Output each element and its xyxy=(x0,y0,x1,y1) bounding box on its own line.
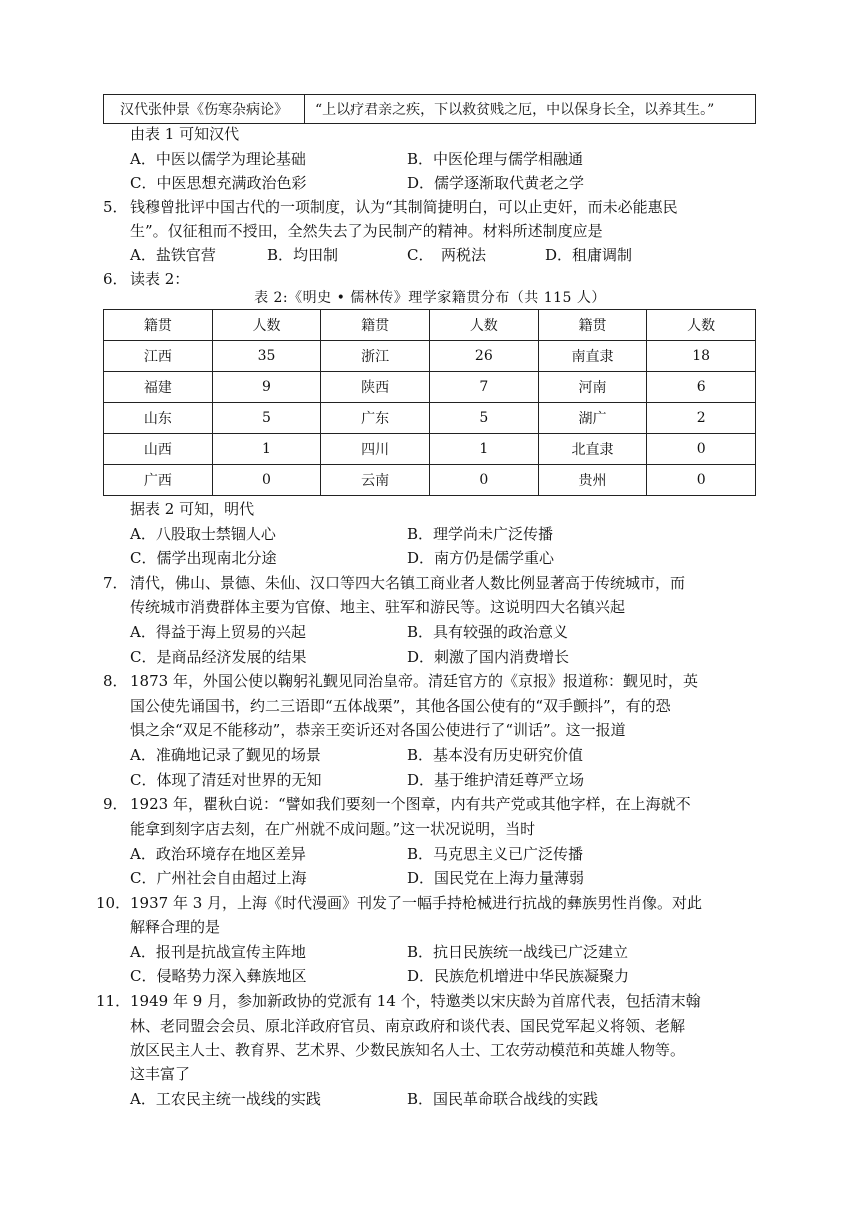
q10-option-d[interactable]: D．民族危机增进中华民族凝聚力 xyxy=(407,967,630,985)
table-cell: 广西 xyxy=(104,465,213,496)
q7-option-a[interactable]: A．得益于海上贸易的兴起 xyxy=(130,623,306,641)
q9-option-a[interactable]: A．政治环境存在地区差异 xyxy=(130,845,306,863)
table-cell: 贵州 xyxy=(538,465,647,496)
q6-option-d[interactable]: D．南方仍是儒学重心 xyxy=(407,549,555,567)
q9-stem-line: 能拿到刻字店去刻，在广州就不成问题。”这一状况说明，当时 xyxy=(130,820,536,838)
table-cell: 河南 xyxy=(538,372,647,403)
table-cell: 山西 xyxy=(104,434,213,465)
q6-stem: 读表 2： xyxy=(130,270,190,288)
q7-number: 7． xyxy=(103,574,128,592)
table-cell: 0 xyxy=(647,465,756,496)
q10-number: 10． xyxy=(96,894,131,912)
table-cell: 四川 xyxy=(321,434,430,465)
q9-stem-line: 1923 年，瞿秋白说：“譬如我们要刻一个图章，内有共产党或其他字样，在上海就不 xyxy=(130,795,691,813)
q9-option-d[interactable]: D．国民党在上海力量薄弱 xyxy=(407,869,585,887)
q4-option-b[interactable]: B．中医伦理与儒学相融通 xyxy=(407,150,584,168)
table-cell: 18 xyxy=(647,341,756,372)
q5-stem-line: 生”。仅征租而不授田，全然失去了为民制产的精神。材料所述制度应是 xyxy=(130,222,603,240)
q11-stem-line: 林、老同盟会会员、原北洋政府官员、南京政府和谈代表、国民党军起义将领、老解 xyxy=(130,1017,686,1035)
q10-stem-line: 1937 年 3 月，上海《时代漫画》刊发了一幅手持枪械进行抗战的彝族男性肖像。对此 xyxy=(130,894,703,912)
q11-stem-line: 1949 年 9 月，参加新政协的党派有 14 个，特邀类以宋庆龄为首席代表，包括清末翰 xyxy=(130,992,701,1010)
q8-stem-line: 国公使先诵国书，约二三语即“五体战栗”，其他各国公使有的“双手颤抖”，有的恐 xyxy=(130,697,671,715)
table-cell: 南直隶 xyxy=(538,341,647,372)
table-1-row xyxy=(103,94,756,124)
q9-option-c[interactable]: C．广州社会自由超过上海 xyxy=(130,869,307,887)
q7-option-d[interactable]: D．刺激了国内消费增长 xyxy=(407,648,570,666)
q5-option-c[interactable]: C． 两税法 xyxy=(407,246,486,264)
table-cell: 0 xyxy=(429,465,538,496)
table-cell: 山东 xyxy=(104,403,213,434)
q5-option-b[interactable]: B．均田制 xyxy=(267,246,339,264)
table-cell: “上以疗君亲之疾，下以救贫贱之厄，中以保身长全，以养其生。” xyxy=(305,95,756,124)
q4-option-d[interactable]: D．儒学逐渐取代黄老之学 xyxy=(407,174,585,192)
table-cell: 5 xyxy=(212,403,321,434)
column-header: 籍贯 xyxy=(538,310,647,341)
table-cell: 北直隶 xyxy=(538,434,647,465)
table-cell: 0 xyxy=(647,434,756,465)
column-header: 人数 xyxy=(429,310,538,341)
table-2-caption: 表 2:《明史 • 儒林传》理学家籍贯分布（共 115 人） xyxy=(254,290,606,306)
table-cell: 浙江 xyxy=(321,341,430,372)
q7-option-b[interactable]: B．具有较强的政治意义 xyxy=(407,623,569,641)
q10-option-c[interactable]: C．侵略势力深入彝族地区 xyxy=(130,967,307,985)
q11-stem-line: 放区民主人士、教育界、艺术界、少数民族知名人士、工农劳动模范和英雄人物等。 xyxy=(130,1041,686,1059)
column-header: 人数 xyxy=(647,310,756,341)
q4-stem-end: 由表 1 可知汉代 xyxy=(130,125,240,143)
table-row xyxy=(104,465,756,496)
table-cell: 35 xyxy=(212,341,321,372)
table-row xyxy=(104,95,756,124)
q6-option-b[interactable]: B．理学尚未广泛传播 xyxy=(407,525,554,543)
table-cell: 1 xyxy=(429,434,538,465)
q6-number: 6． xyxy=(103,270,128,288)
q5-option-a[interactable]: A．盐铁官营 xyxy=(130,246,216,264)
table-row xyxy=(104,403,756,434)
q7-stem-line: 清代，佛山、景德、朱仙、汉口等四大名镇工商业者人数比例显著高于传统城市，而 xyxy=(130,574,686,592)
column-header: 籍贯 xyxy=(104,310,213,341)
column-header: 人数 xyxy=(212,310,321,341)
q4-option-c[interactable]: C．中医思想充满政治色彩 xyxy=(130,174,307,192)
table-2 xyxy=(103,309,756,496)
q11-option-a[interactable]: A．工农民主统一战线的实践 xyxy=(130,1090,321,1108)
table-cell: 2 xyxy=(647,403,756,434)
table-cell: 云南 xyxy=(321,465,430,496)
q8-option-a[interactable]: A．准确地记录了觐见的场景 xyxy=(130,746,321,764)
table-cell: 6 xyxy=(647,372,756,403)
q5-stem-line: 钱穆曾批评中国古代的一项制度，认为“其制简捷明白，可以止吏奸，而未必能惠民 xyxy=(130,198,678,216)
q9-option-b[interactable]: B．马克思主义已广泛传播 xyxy=(407,845,584,863)
table-cell: 7 xyxy=(429,372,538,403)
q10-option-a[interactable]: A．报刊是抗战宣传主阵地 xyxy=(130,943,306,961)
q11-stem-line: 这丰富了 xyxy=(130,1065,191,1083)
q8-option-c[interactable]: C．体现了清廷对世界的无知 xyxy=(130,771,322,789)
table-cell: 0 xyxy=(212,465,321,496)
table-cell: 湖广 xyxy=(538,403,647,434)
table-cell: 福建 xyxy=(104,372,213,403)
q5-number: 5． xyxy=(103,198,128,216)
q6-question: 据表 2 可知，明代 xyxy=(130,500,255,518)
table-row xyxy=(104,372,756,403)
q6-option-a[interactable]: A．八股取士禁锢人心 xyxy=(130,525,276,543)
table-cell: 汉代张仲景《伤寒杂病论》 xyxy=(104,95,305,124)
q8-stem-line: 1873 年，外国公使以鞠躬礼觐见同治皇帝。清廷官方的《京报》报道称：觐见时，英 xyxy=(130,672,698,690)
q7-option-c[interactable]: C．是商品经济发展的结果 xyxy=(130,648,307,666)
table-row xyxy=(104,434,756,465)
table-cell: 江西 xyxy=(104,341,213,372)
q10-option-b[interactable]: B．抗日民族统一战线已广泛建立 xyxy=(407,943,629,961)
column-header: 籍贯 xyxy=(321,310,430,341)
table-cell: 26 xyxy=(429,341,538,372)
table-cell: 9 xyxy=(212,372,321,403)
table-cell: 陕西 xyxy=(321,372,430,403)
q11-number: 11． xyxy=(96,992,131,1010)
table-cell: 1 xyxy=(212,434,321,465)
q8-option-d[interactable]: D．基于维护清廷尊严立场 xyxy=(407,771,585,789)
q8-option-b[interactable]: B．基本没有历史研究价值 xyxy=(407,746,584,764)
table-row xyxy=(104,341,756,372)
q8-stem-line: 惧之余“双足不能移动”，恭亲王奕䜣还对各国公使进行了“训话”。这一报道 xyxy=(130,721,626,739)
q8-number: 8． xyxy=(103,672,128,690)
q6-option-c[interactable]: C．儒学出现南北分途 xyxy=(130,549,277,567)
q5-option-d[interactable]: D．租庸调制 xyxy=(545,246,633,264)
table-header-row xyxy=(104,310,756,341)
q7-stem-line: 传统城市消费群体主要为官僚、地主、驻军和游民等。这说明四大名镇兴起 xyxy=(130,598,626,616)
q9-number: 9． xyxy=(103,795,128,813)
table-cell: 5 xyxy=(429,403,538,434)
q4-option-a[interactable]: A．中医以儒学为理论基础 xyxy=(130,150,306,168)
table-cell: 广东 xyxy=(321,403,430,434)
q11-option-b[interactable]: B．国民革命联合战线的实践 xyxy=(407,1090,599,1108)
q10-stem-line: 解释合理的是 xyxy=(130,918,221,936)
